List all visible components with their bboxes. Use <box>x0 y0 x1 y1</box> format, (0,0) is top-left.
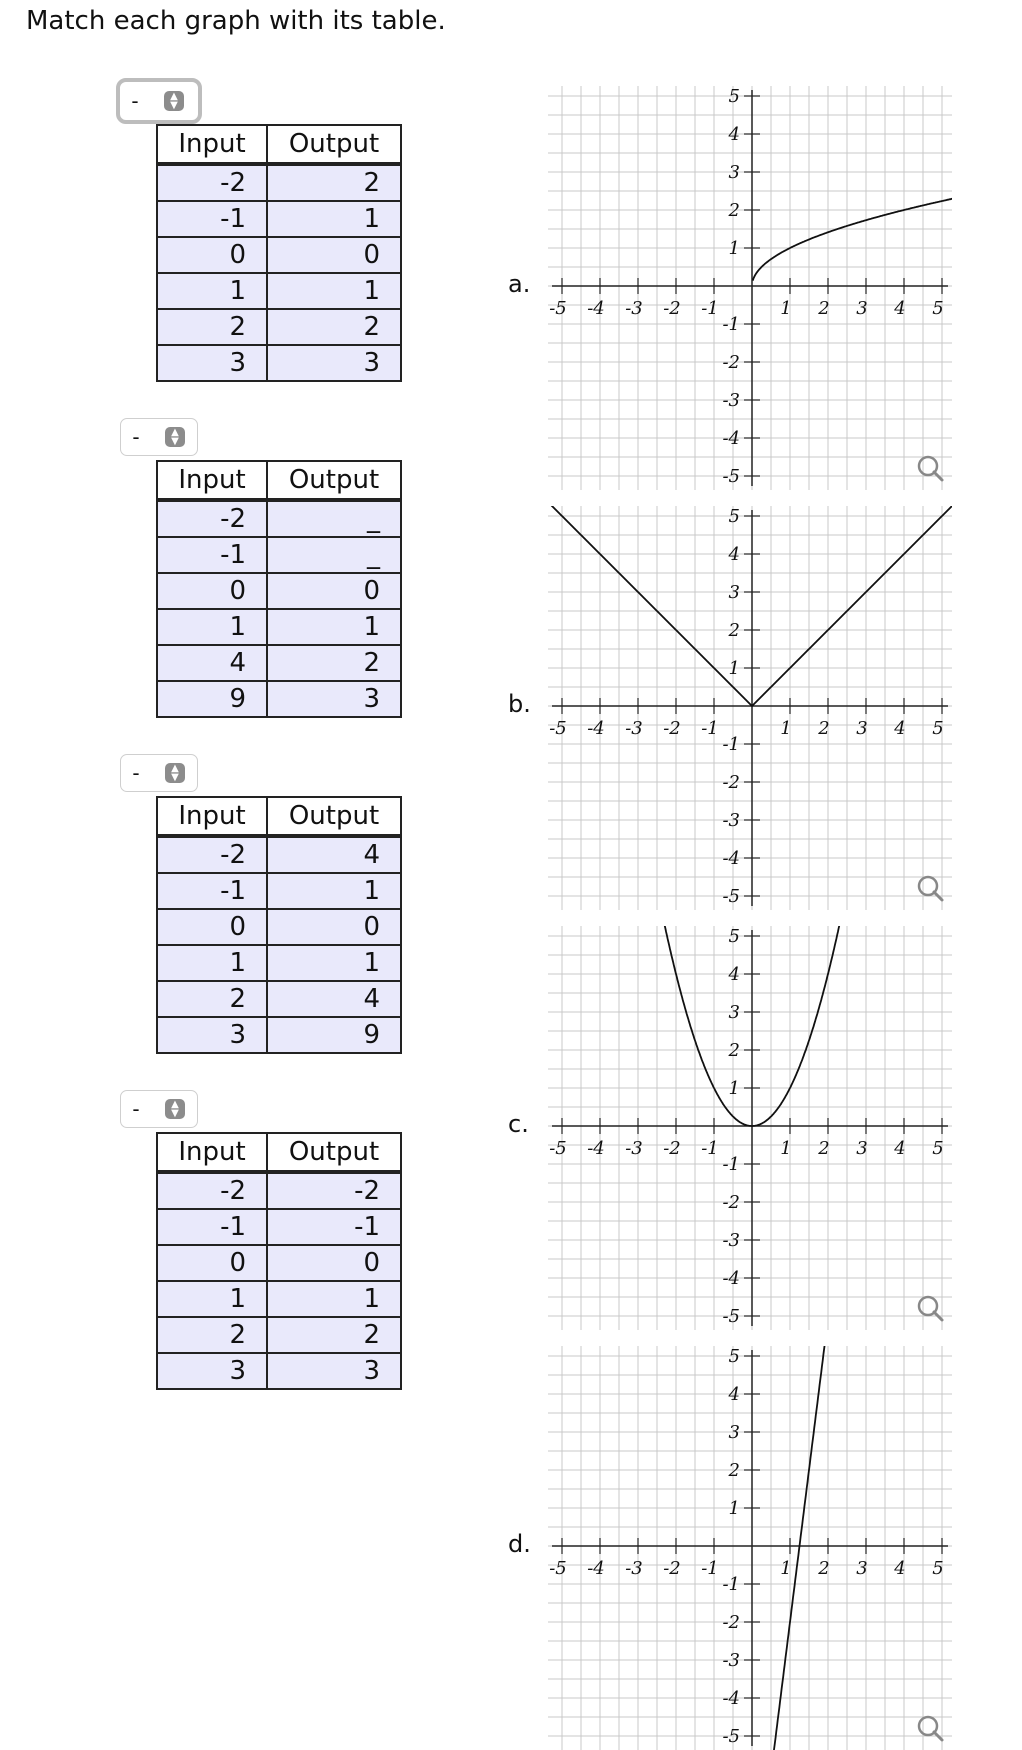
input-output-table <box>156 796 402 1054</box>
input-cell: 0 <box>157 909 267 945</box>
input-cell: -2 <box>157 164 267 201</box>
x-tick-label: -4 <box>587 1138 605 1159</box>
x-tick-label: -3 <box>625 1558 643 1579</box>
x-tick-label: -1 <box>701 1138 719 1159</box>
output-cell: 1 <box>267 945 401 981</box>
input-cell: -2 <box>157 836 267 873</box>
input-header: Input <box>157 1133 267 1172</box>
y-tick-label: 5 <box>728 86 740 107</box>
table-row <box>157 500 401 537</box>
table-row <box>157 681 401 717</box>
input-cell: 1 <box>157 273 267 309</box>
graph-match-select[interactable] <box>116 78 202 124</box>
output-cell: 1 <box>267 609 401 645</box>
input-cell: -2 <box>157 1172 267 1209</box>
table-row <box>157 873 401 909</box>
graph-label: a. <box>508 270 531 298</box>
function-curve <box>772 1346 828 1750</box>
table-row <box>157 1353 401 1389</box>
x-tick-label: 1 <box>780 298 792 319</box>
table-row <box>157 945 401 981</box>
output-cell: -1 <box>267 1209 401 1245</box>
x-tick-label: 2 <box>818 718 830 739</box>
y-tick-label: 1 <box>728 1498 740 1519</box>
input-header: Input <box>157 125 267 164</box>
x-tick-label: 5 <box>932 1558 944 1579</box>
table-row <box>157 836 401 873</box>
table-row <box>157 537 401 573</box>
output-cell: 0 <box>267 909 401 945</box>
x-tick-label: -1 <box>701 1558 719 1579</box>
input-cell: 2 <box>157 1317 267 1353</box>
x-tick-label: 4 <box>894 1138 906 1159</box>
y-tick-label: 3 <box>728 582 740 603</box>
table-row <box>157 164 401 201</box>
input-cell: 1 <box>157 609 267 645</box>
x-tick-label: -4 <box>587 298 605 319</box>
x-tick-label: -5 <box>549 1558 567 1579</box>
y-tick-label: 5 <box>728 1346 740 1367</box>
function-curve <box>548 506 952 706</box>
graph-canvas <box>548 926 952 1330</box>
output-cell: 0 <box>267 1245 401 1281</box>
y-tick-label: -2 <box>722 1612 740 1633</box>
magnifier-icon[interactable] <box>919 457 942 480</box>
input-cell: -1 <box>157 537 267 573</box>
output-cell: 2 <box>267 309 401 345</box>
y-tick-label: 1 <box>728 1078 740 1099</box>
graph-match-select[interactable] <box>120 418 198 456</box>
y-tick-label: 4 <box>728 544 740 565</box>
y-tick-label: -2 <box>722 1192 740 1213</box>
input-cell: 1 <box>157 1281 267 1317</box>
table-row <box>157 1209 401 1245</box>
x-tick-label: -4 <box>587 718 605 739</box>
y-tick-label: -3 <box>722 1230 740 1251</box>
y-tick-label: 3 <box>728 1002 740 1023</box>
y-tick-label: -2 <box>722 772 740 793</box>
y-tick-label: 3 <box>728 162 740 183</box>
x-tick-label: -1 <box>701 718 719 739</box>
y-tick-label: -5 <box>722 886 740 907</box>
y-tick-label: -5 <box>722 1306 740 1327</box>
y-tick-label: -4 <box>722 1688 740 1709</box>
x-tick-label: 4 <box>894 718 906 739</box>
output-cell: 1 <box>267 273 401 309</box>
x-tick-label: 2 <box>818 1138 830 1159</box>
x-tick-label: 5 <box>932 298 944 319</box>
x-tick-label: -5 <box>549 1138 567 1159</box>
input-cell: 1 <box>157 945 267 981</box>
prompt-text: Match each graph with its table. <box>26 6 446 36</box>
table-row <box>157 645 401 681</box>
select-value: - <box>132 425 140 449</box>
y-tick-label: 1 <box>728 238 740 259</box>
x-tick-label: -3 <box>625 718 643 739</box>
y-tick-label: -3 <box>722 1650 740 1671</box>
input-cell: 3 <box>157 1017 267 1053</box>
output-cell: 3 <box>267 345 401 381</box>
y-tick-label: 4 <box>728 964 740 985</box>
output-cell: 1 <box>267 201 401 237</box>
output-cell: _ <box>267 500 401 537</box>
x-tick-label: 2 <box>818 1558 830 1579</box>
y-tick-label: -4 <box>722 848 740 869</box>
x-tick-label: -5 <box>549 718 567 739</box>
input-cell: -2 <box>157 500 267 537</box>
input-cell: 2 <box>157 309 267 345</box>
y-tick-label: -4 <box>722 1268 740 1289</box>
x-tick-label: 3 <box>856 718 868 739</box>
input-output-table <box>156 1132 402 1390</box>
output-cell: 4 <box>267 981 401 1017</box>
table-row <box>157 237 401 273</box>
input-cell: 2 <box>157 981 267 1017</box>
table-row <box>157 1017 401 1053</box>
table-row <box>157 1317 401 1353</box>
output-cell: 3 <box>267 1353 401 1389</box>
table-row <box>157 981 401 1017</box>
x-tick-label: -1 <box>701 298 719 319</box>
output-header: Output <box>267 461 401 500</box>
x-tick-label: -2 <box>663 1558 681 1579</box>
y-tick-label: -5 <box>722 1726 740 1747</box>
y-tick-label: 4 <box>728 124 740 145</box>
y-tick-label: 4 <box>728 1384 740 1405</box>
x-tick-label: 5 <box>932 1138 944 1159</box>
y-tick-label: -1 <box>722 1154 740 1175</box>
x-tick-label: 3 <box>856 1138 868 1159</box>
output-cell: 2 <box>267 645 401 681</box>
input-cell: -1 <box>157 201 267 237</box>
input-cell: 0 <box>157 237 267 273</box>
x-tick-label: 4 <box>894 298 906 319</box>
table-row <box>157 273 401 309</box>
table-row <box>157 1245 401 1281</box>
function-curve <box>753 196 952 281</box>
table-row <box>157 345 401 381</box>
magnifier-icon[interactable] <box>919 1717 942 1740</box>
output-cell: _ <box>267 537 401 573</box>
x-tick-label: 4 <box>894 1558 906 1579</box>
input-cell: 4 <box>157 645 267 681</box>
x-tick-label: -3 <box>625 1138 643 1159</box>
table-row <box>157 573 401 609</box>
x-tick-label: -5 <box>549 298 567 319</box>
x-tick-label: -2 <box>663 1138 681 1159</box>
input-cell: 0 <box>157 573 267 609</box>
x-tick-label: 1 <box>780 718 792 739</box>
table-row <box>157 609 401 645</box>
input-cell: 9 <box>157 681 267 717</box>
y-tick-label: 5 <box>728 506 740 527</box>
y-tick-label: -5 <box>722 466 740 487</box>
graph-canvas <box>548 1346 952 1750</box>
x-tick-label: 3 <box>856 1558 868 1579</box>
x-tick-label: -3 <box>625 298 643 319</box>
y-tick-label: -3 <box>722 390 740 411</box>
x-tick-label: 3 <box>856 298 868 319</box>
input-output-table <box>156 460 402 718</box>
table-row <box>157 909 401 945</box>
output-cell: 1 <box>267 1281 401 1317</box>
y-tick-label: 2 <box>728 200 740 221</box>
y-tick-label: -3 <box>722 810 740 831</box>
magnifier-icon[interactable] <box>919 877 942 900</box>
updown-arrows-icon: ▲ ▼ <box>165 763 185 783</box>
input-header: Input <box>157 461 267 500</box>
x-tick-label: -2 <box>663 298 681 319</box>
graph-match-select[interactable] <box>120 754 198 792</box>
graph-canvas <box>548 506 952 910</box>
output-cell: 0 <box>267 237 401 273</box>
output-cell: 2 <box>267 1317 401 1353</box>
y-tick-label: 2 <box>728 620 740 641</box>
y-tick-label: 2 <box>728 1460 740 1481</box>
select-value: - <box>131 89 139 113</box>
graph-label: d. <box>508 1530 531 1558</box>
output-header: Output <box>267 797 401 836</box>
output-header: Output <box>267 1133 401 1172</box>
table-row <box>157 1281 401 1317</box>
input-cell: 0 <box>157 1245 267 1281</box>
select-value: - <box>132 1097 140 1121</box>
x-tick-label: -2 <box>663 718 681 739</box>
select-value: - <box>132 761 140 785</box>
output-cell: 2 <box>267 164 401 201</box>
x-tick-label: 5 <box>932 718 944 739</box>
y-tick-label: 3 <box>728 1422 740 1443</box>
y-tick-label: 5 <box>728 926 740 947</box>
output-cell: 4 <box>267 836 401 873</box>
input-cell: -1 <box>157 873 267 909</box>
x-tick-label: 1 <box>780 1138 792 1159</box>
y-tick-label: -1 <box>722 1574 740 1595</box>
graph-label: c. <box>508 1110 529 1138</box>
x-tick-label: -4 <box>587 1558 605 1579</box>
input-cell: 3 <box>157 1353 267 1389</box>
x-tick-label: 1 <box>780 1558 792 1579</box>
table-row <box>157 309 401 345</box>
updown-arrows-icon: ▲ ▼ <box>165 1099 185 1119</box>
y-tick-label: -2 <box>722 352 740 373</box>
table-row <box>157 201 401 237</box>
output-header: Output <box>267 125 401 164</box>
y-tick-label: -4 <box>722 428 740 449</box>
input-cell: -1 <box>157 1209 267 1245</box>
output-cell: 1 <box>267 873 401 909</box>
y-tick-label: 1 <box>728 658 740 679</box>
table-row <box>157 1172 401 1209</box>
graph-match-select[interactable] <box>120 1090 198 1128</box>
output-cell: 0 <box>267 573 401 609</box>
input-cell: 3 <box>157 345 267 381</box>
magnifier-icon[interactable] <box>919 1297 942 1320</box>
updown-arrows-icon: ▲ ▼ <box>165 427 185 447</box>
y-tick-label: 2 <box>728 1040 740 1061</box>
output-cell: 3 <box>267 681 401 717</box>
x-tick-label: 2 <box>818 298 830 319</box>
graph-canvas <box>548 86 952 490</box>
input-output-table <box>156 124 402 382</box>
updown-arrows-icon: ▲ ▼ <box>164 91 184 111</box>
input-header: Input <box>157 797 267 836</box>
graph-label: b. <box>508 690 531 718</box>
output-cell: -2 <box>267 1172 401 1209</box>
output-cell: 9 <box>267 1017 401 1053</box>
y-tick-label: -1 <box>722 314 740 335</box>
y-tick-label: -1 <box>722 734 740 755</box>
